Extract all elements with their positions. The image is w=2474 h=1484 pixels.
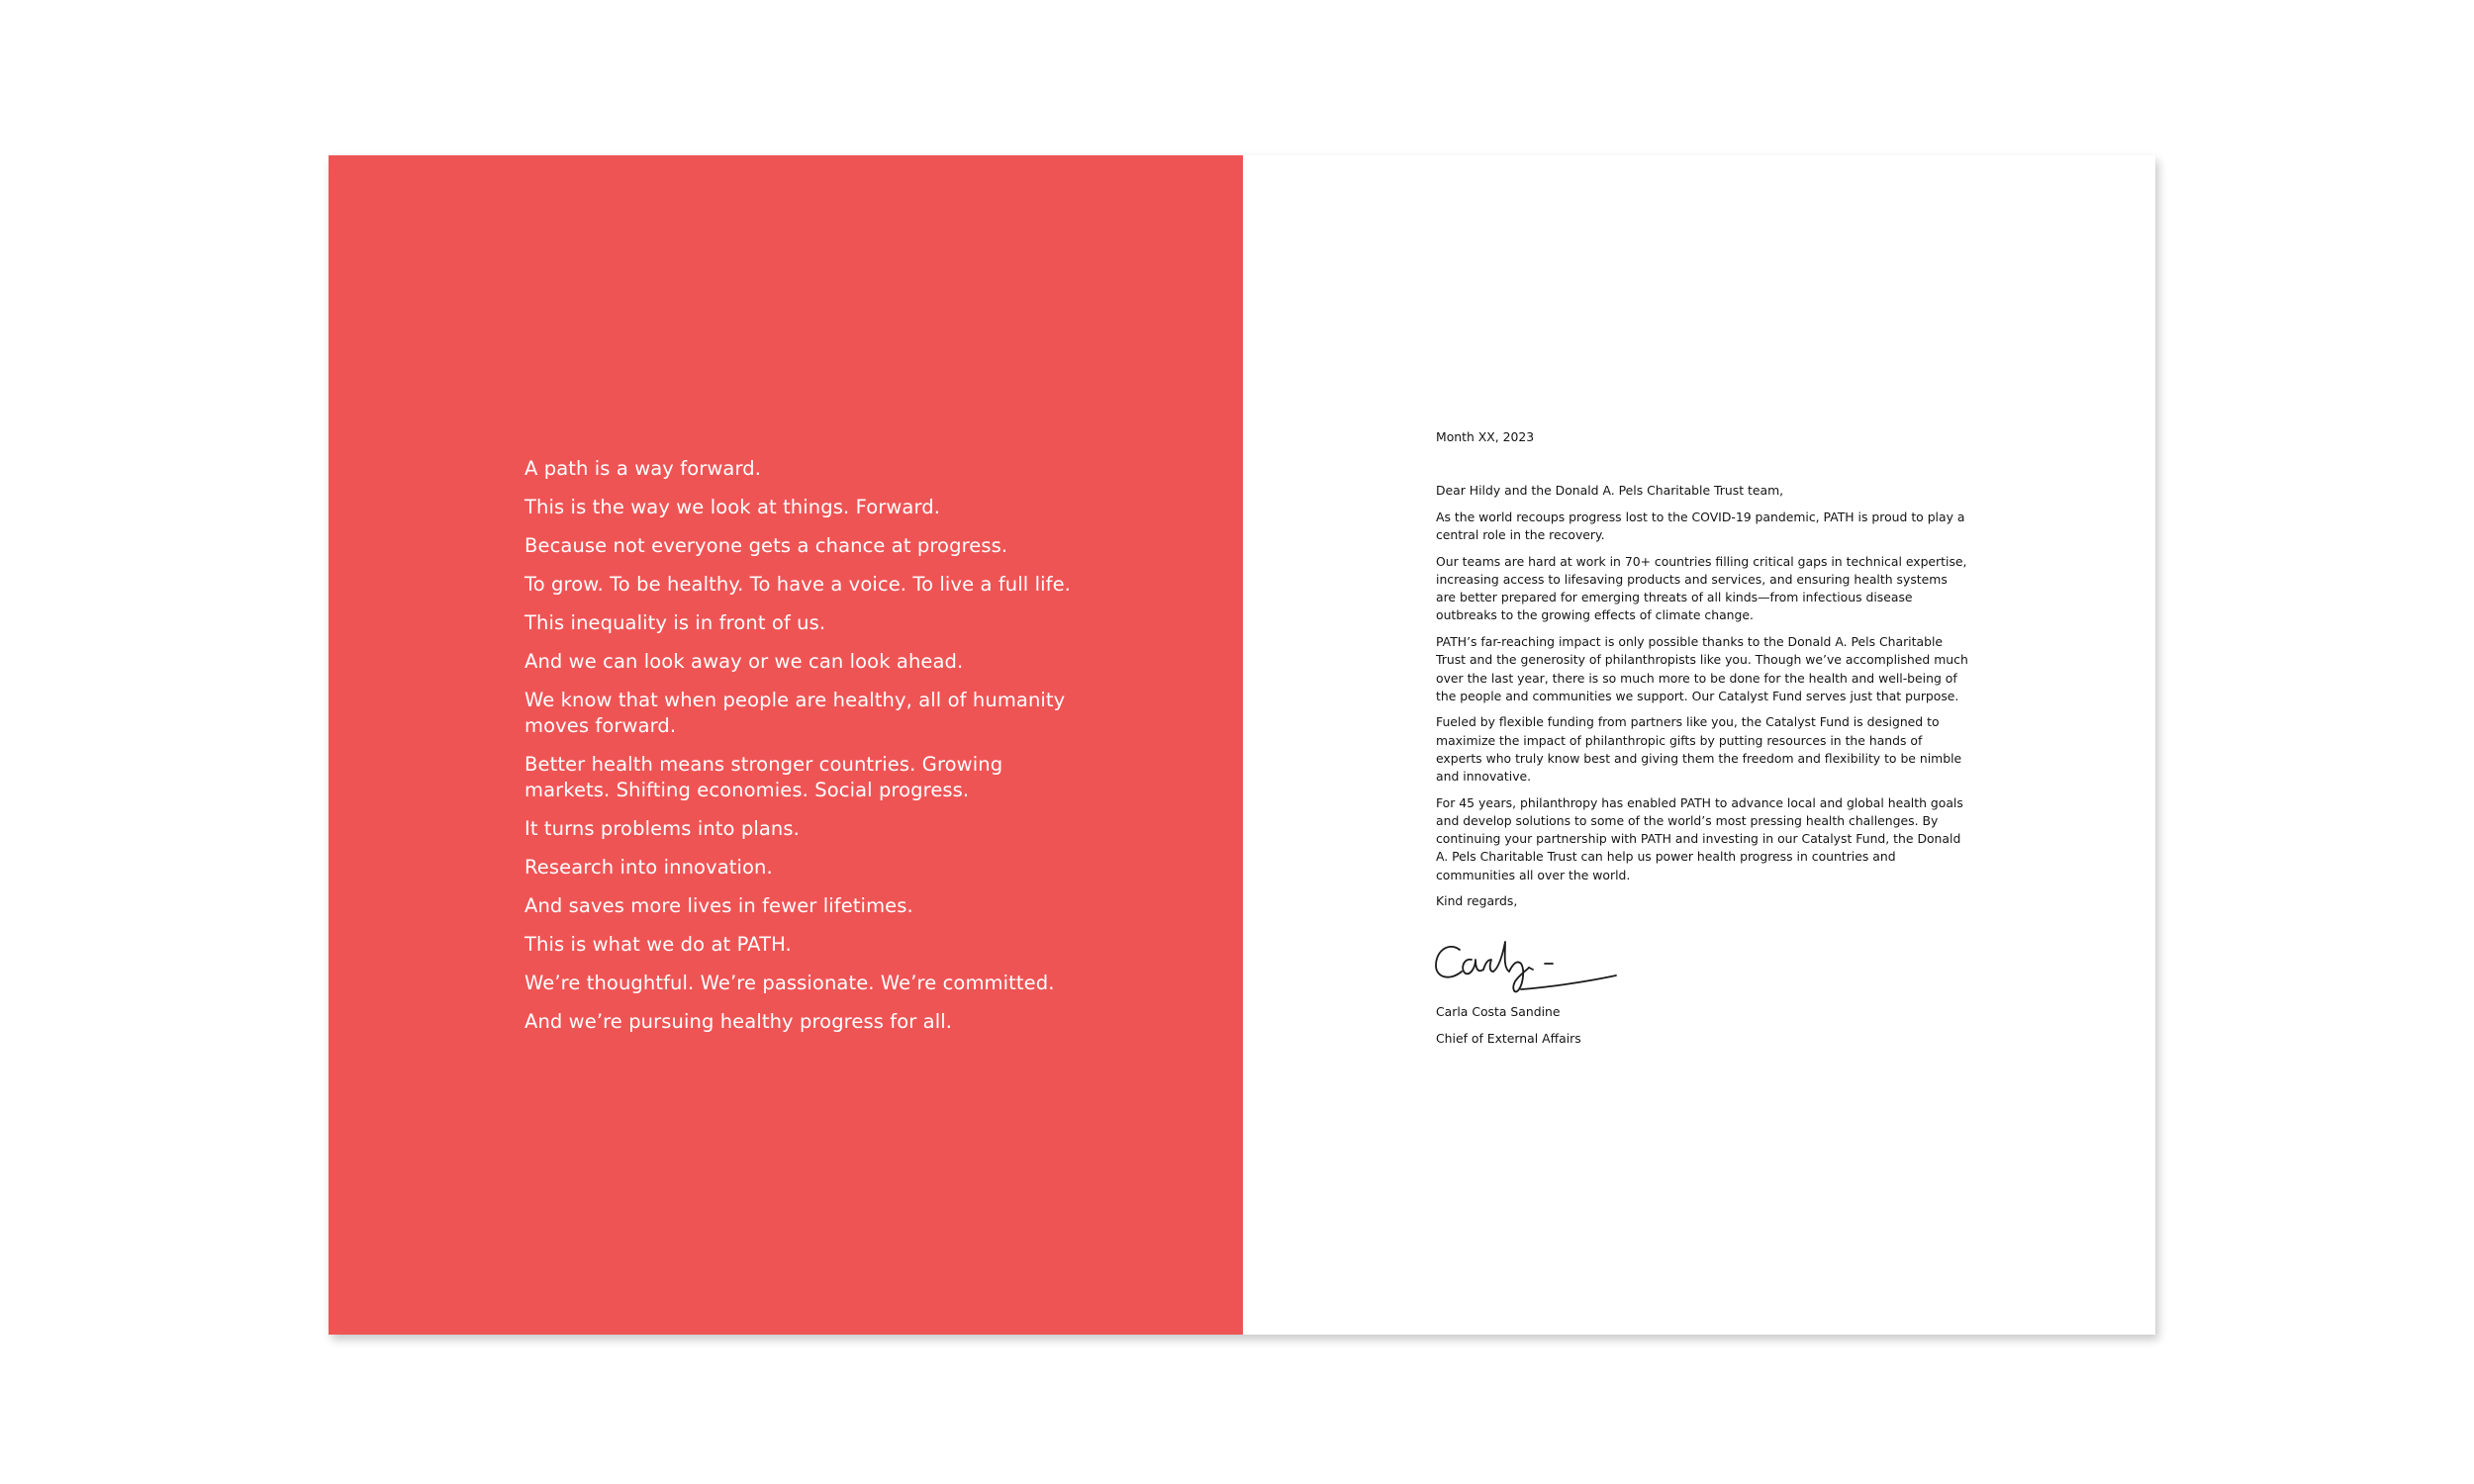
brochure-spread xyxy=(329,155,2155,1335)
manifesto-line: And we’re pursuing healthy progress for all. xyxy=(524,1010,953,1033)
letter-date: Month XX, 2023 xyxy=(1436,429,1535,444)
letter-body xyxy=(1436,428,1970,1057)
manifesto-line: And we can look away or we can look ahead. xyxy=(524,650,964,673)
signer-name: Carla Costa Sandine xyxy=(1436,1004,1561,1020)
letter-paragraph: For 45 years, philanthropy has enabled PATH to advance local and global health goals and develop solutions to some of the world’s most pressing health challenges. By continuing your partnership with PATH and investing in our Catalyst Fund, the Donald A. Pels Charitable Trust can help us power health progress in countries and communities all over the world. xyxy=(1436,794,1963,882)
manifesto-line: We know that when people are healthy, all of humanity moves forward. xyxy=(524,689,1066,737)
manifesto-line: It turns problems into plans. xyxy=(524,817,800,840)
manifesto-line: A path is a way forward. xyxy=(524,457,761,480)
left-page-manifesto xyxy=(329,155,1243,1335)
manifesto-line: We’re thoughtful. We’re passionate. We’re committed. xyxy=(524,972,1055,994)
manifesto-line: Better health means stronger countries. Growing markets. Shifting economies. Social progress. xyxy=(524,753,1003,801)
manifesto-line: Because not everyone gets a chance at progress. xyxy=(524,534,1008,557)
signature-icon xyxy=(1430,924,1628,1001)
right-page-letter xyxy=(1243,155,2155,1335)
letter-paragraph: Fueled by flexible funding from partners like you, the Catalyst Fund is designed to maximize the impact of philanthropic gifts by putting resources in the hands of experts who truly know best and giving them the freedom and flexibility to be nimble and innovative. xyxy=(1436,714,1962,785)
manifesto-line: This is what we do at PATH. xyxy=(524,933,792,956)
manifesto-line: This is the way we look at things. Forward. xyxy=(524,496,940,518)
letter-salutation: Dear Hildy and the Donald A. Pels Charitable Trust team, xyxy=(1436,483,1784,499)
manifesto-line: Research into innovation. xyxy=(524,856,773,879)
manifesto-line: This inequality is in front of us. xyxy=(524,611,826,634)
letter-closing: Kind regards, xyxy=(1436,893,1518,909)
letter-paragraph: As the world recoups progress lost to the COVID-19 pandemic, PATH is proud to play a central role in the recovery. xyxy=(1436,509,1965,543)
letter-paragraph: Our teams are hard at work in 70+ countries filling critical gaps in technical expertise, increasing access to lifesaving products and services, and ensuring health systems are better prepared for emerging threats of all kinds—from infectious disease outbreaks to the growing effects of climate change. xyxy=(1436,553,1967,623)
manifesto-line: And saves more lives in fewer lifetimes. xyxy=(524,894,913,917)
manifesto-list xyxy=(524,456,1079,1048)
manifesto-line: To grow. To be healthy. To have a voice. To live a full life. xyxy=(524,573,1071,596)
letter-paragraph: PATH’s far-reaching impact is only possible thanks to the Donald A. Pels Charitable Trust and the generosity of philanthropists like you. Though we’ve accomplished much over the last year, there is so much more to be done for the health and well-being of the people and communities we support. Our Catalyst Fund serves just that purpose. xyxy=(1436,634,1968,703)
signer-title: Chief of External Affairs xyxy=(1436,1031,1581,1047)
